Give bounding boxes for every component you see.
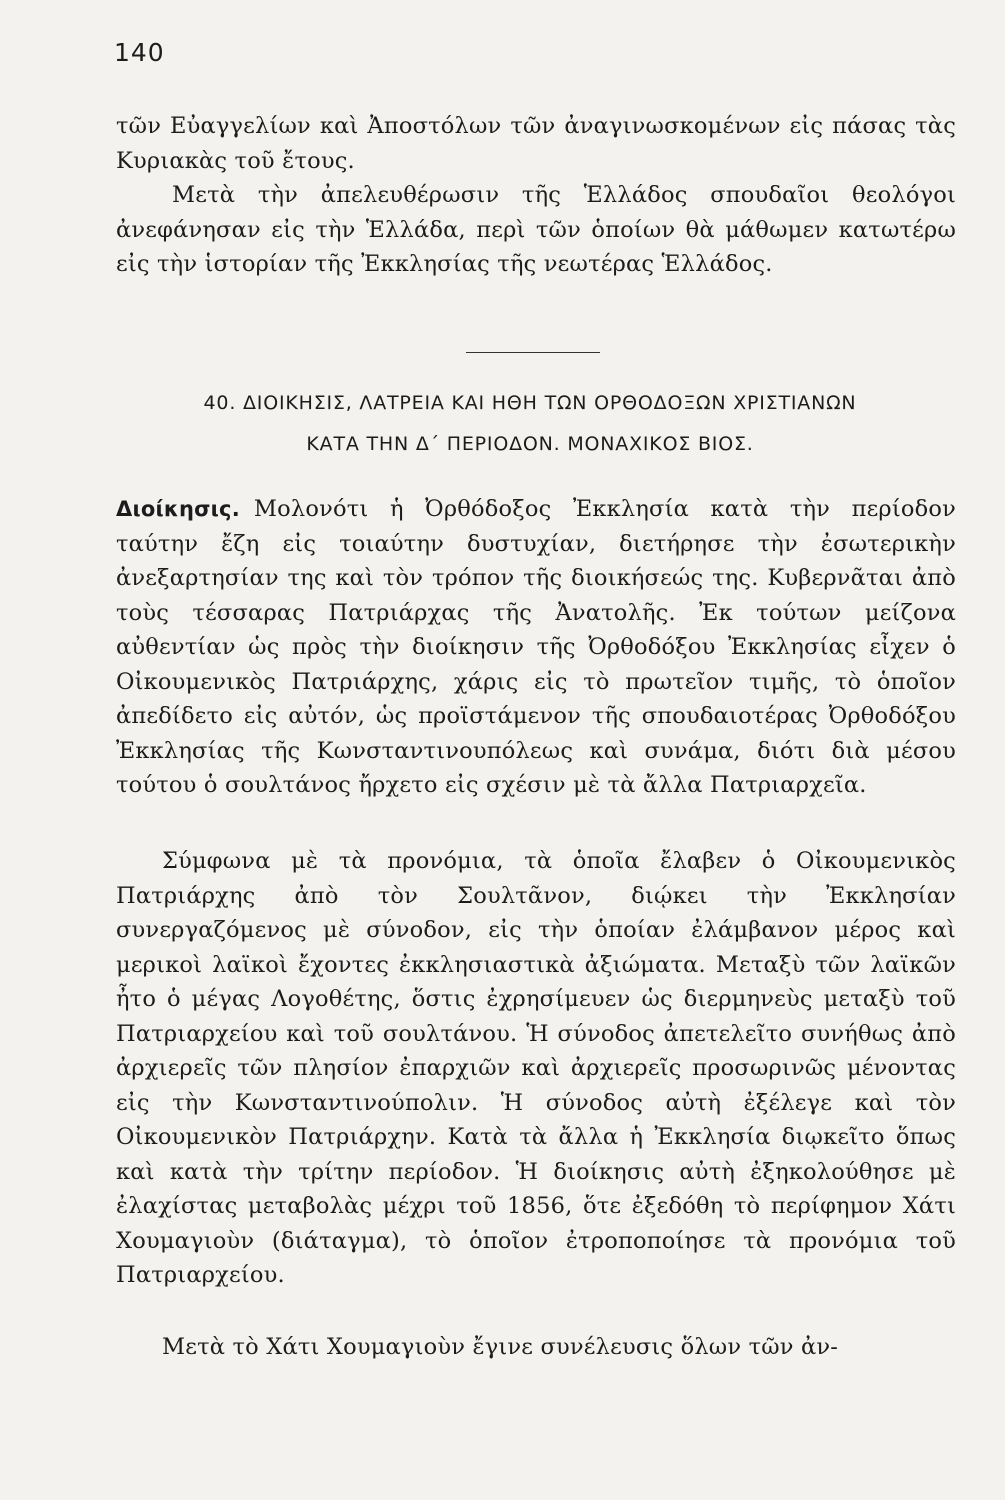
paragraph-lead-term: Διοίκησις. (116, 497, 240, 521)
section-heading-line-1: 40. ΔΙΟΙΚΗΣΙΣ, ΛΑΤΡΕΙΑ ΚΑΙ ΗΘΗ ΤΩΝ ΟΡΘΟΔΟΞΩΝ ΧΡΙΣΤΙΑΝΩΝ (203, 392, 857, 414)
section-divider (466, 352, 600, 353)
section-heading-line-2: ΚΑΤΑ ΤΗΝ Δ΄ ΠΕΡΙΟΔΟΝ. ΜΟΝΑΧΙΚΟΣ ΒΙΟΣ. (306, 433, 754, 455)
paragraph-theologians: Μετὰ τὴν ἀπελευθέρωσιν τῆς Ἑλλάδος σπουδαῖοι θεολόγοι ἀνεφάνησαν εἰς τὴν Ἑλλάδα, περὶ τῶν ὁποίων θὰ μάθωμεν κατωτέρω εἰς τὴν ἱστορίαν τῆς Ἐκκλησίας τῆς νεωτέρας Ἑλλάδος. (116, 182, 956, 277)
paragraph-after-hatti: Μετὰ τὸ Χάτι Χουμαγιοὺν ἔγινε συνέλευσις ὅλων τῶν ἀν- (162, 1334, 839, 1360)
paragraph-administration (116, 492, 956, 803)
page-number: 140 (114, 38, 165, 67)
paragraph-continued: τῶν Εὐαγγελίων καὶ Ἀποστόλων τῶν ἀναγινωσκομένων εἰς πάσας τὰς Κυριακὰς τοῦ ἔτους. (116, 113, 956, 174)
paragraph-privileges: Σύμφωνα μὲ τὰ προνόμια, τὰ ὁποῖα ἔλαβεν ὁ Οἰκουμενικὸς Πατριάρχης ἀπὸ τὸν Σουλτᾶνον, διῴκει τὴν Ἐκκλησίαν συνεργαζόμενος μὲ σύνοδον, εἰς τὴν ὁποίαν ἐλάμβανον μέρος καὶ μερικοὶ λαϊκοὶ ἔχοντες ἐκκλησιαστικὰ ἀξιώματα. Μεταξὺ τῶν λαϊκῶν ἦτο ὁ μέγας Λογοθέτης, ὅστις ἐχρησίμευεν ὡς διερμηνεὺς μεταξὺ τοῦ Πατριαρχείου καὶ τοῦ σουλτάνου. Ἡ σύνοδος ἀπετελεῖτο συνήθως ἀπὸ ἀρχιερεῖς τῶν πλησίον ἐπαρχιῶν καὶ ἀρχιερεῖς προσωρινῶς μένοντας εἰς τὴν Κωνσταντινούπολιν. Ἡ σύνοδος αὐτὴ ἐξέλεγε καὶ τὸν Οἰκουμενικὸν Πατριάρχην. Κατὰ τὰ ἄλλα ἡ Ἐκκλησία διῳκεῖτο ὅπως καὶ κατὰ τὴν τρίτην περίοδον. Ἡ διοίκησις αὐτὴ ἐξηκολούθησε μὲ ἐλαχίστας μεταβολὰς μέχρι τοῦ 1856, ὅτε ἐξεδόθη τὸ περίφημον Χάτι Χουμαγιοὺν (διάταγμα), τὸ ὁποῖον ἐτροποποίησε τὰ προνόμια τοῦ Πατριαρχείου. (116, 848, 956, 1288)
paragraph-administration-text: Μολονότι ἡ Ὀρθόδοξος Ἐκκλησία κατὰ τὴν περίοδον ταύτην ἔζη εἰς τοιαύτην δυστυχίαν, διετήρησε τὴν ἐσωτερικὴν ἀνεξαρτησίαν της καὶ τὸν τρόπον τῆς διοικήσεώς της. Κυβερνᾶται ἀπὸ τοὺς τέσσαρας Πατριάρχας τῆς Ἀνατολῆς. Ἐκ τούτων μείζονα αὐθεντίαν ὡς πρὸς τὴν διοίκησιν τῆς Ὀρθοδόξου Ἐκκλησίας εἶχεν ὁ Οἰκουμενικὸς Πατριάρχης, χάρις εἰς τὸ πρωτεῖον τιμῆς, τὸ ὁποῖον ἀπεδίδετο εἰς αὐτόν, ὡς προϊστάμενον τῆς σπουδαιοτέρας Ὀρθοδόξου Ἐκκλησίας τῆς Κωνσταντινουπόλεως καὶ συνάμα, διότι διὰ μέσου τούτου ὁ σουλτάνος ἤρχετο εἰς σχέσιν μὲ τὰ ἄλλα Πατριαρχεῖα. (116, 496, 956, 798)
